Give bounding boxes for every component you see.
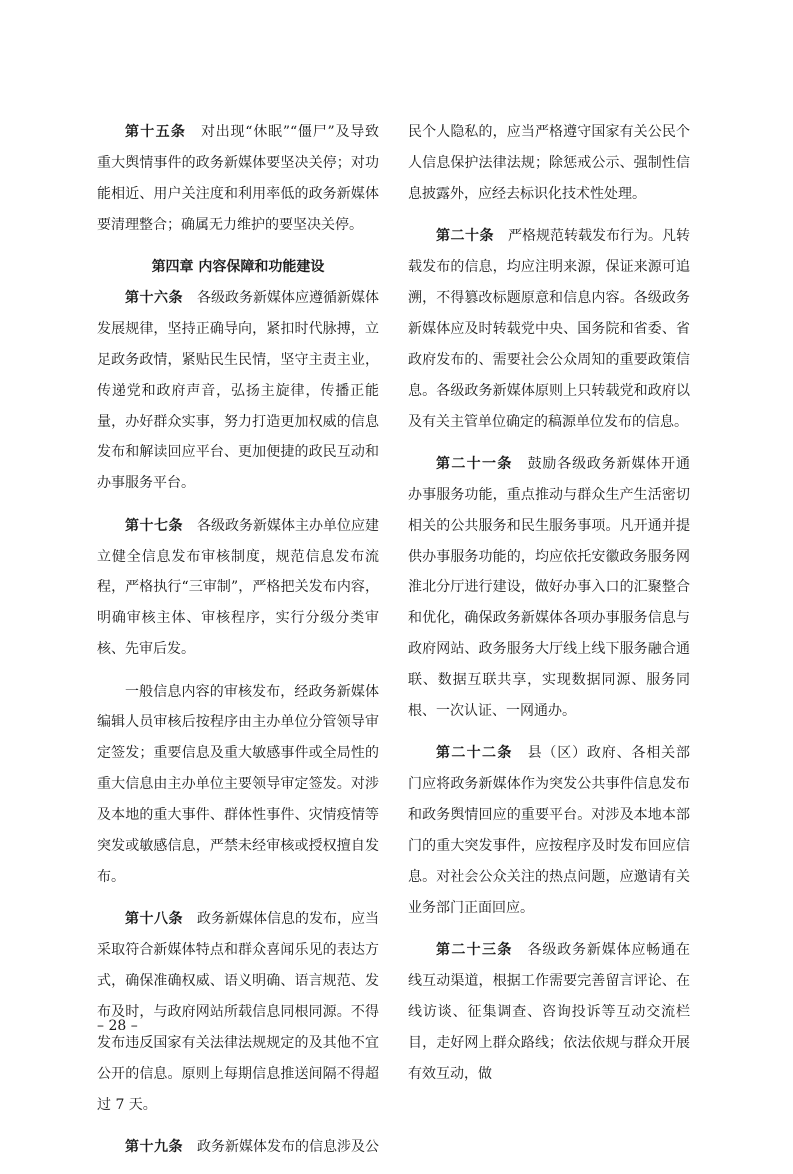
article-text: 鼓励各级政务新媒体开通办事服务功能，重点推动与群众生产生活密切相关的公共服务和民生服务事项。凡开通并提供办事服务功能的，均应依托安徽政务服务网淮北分厅进行建设，做好办事入口的汇聚整合和优化，确保政务新媒体各项办事服务信息与政府网站、政务服务大厅线上线下服务融合通联、数据互联共享，实现数据同源、服务同根、一次认证、一网通办。 <box>408 455 690 720</box>
article-15 <box>97 117 379 241</box>
article-label: 第二十条 <box>436 228 494 245</box>
article-23 <box>408 935 690 1090</box>
article-text: 严格规范转载发布行为。凡转载发布的信息，均应注明来源，保证来源可追溯，不得篡改标题原意和信息内容。各级政务新媒体应及时转载党中央、国务院和省委、省政府发布的、需要社会公众周知的重要政策信息。各级政务新媒体原则上只转载党和政府以及有关主管单位确定的稿源单位发布的信息。 <box>408 228 690 430</box>
article-text: 各级政务新媒体主办单位应建立健全信息发布审核制度，规范信息发布流程，严格执行“三审制”，严格把关发布内容，明确审核主体、审核程序，实行分级分类审核、先审后发。 <box>97 517 379 658</box>
chapter-heading: 第四章 内容保障和功能建设 <box>151 259 325 276</box>
article-label: 第二十三条 <box>436 942 513 959</box>
article-label: 第十五条 <box>125 124 187 140</box>
article-label: 第十八条 <box>125 911 183 928</box>
article-text: 政务新媒体信息的发布，应当采取符合新媒体特点和群众喜闻乐见的表达方式，确保准确权威、语义明确、语言规范、发布及时，与政府网站所载信息同根同源。不得发布违反国家有关法律法规规定的及其他不宜公开的信息。原则上每期信息推送间隔不得超过 7 天。 <box>97 911 379 1113</box>
article-text: 各级政务新媒体应畅通在线互动渠道，根据工作需要完善留言评论、在线访谈、征集调查、咨询投诉等互动交流栏目，走好网上群众路线；依法依规与群众开展有效互动，做 <box>408 942 690 1082</box>
article-text: 对出现“休眠”“僵尸”及导致重大舆情事件的政务新媒体要坚决关停；对功能相近、用户关注度和利用率低的政务新媒体要清理整合；确属无力维护的要坚决关停。 <box>97 124 380 233</box>
article-17 <box>97 511 379 666</box>
article-19 <box>97 1132 379 1163</box>
article-21 <box>408 449 690 727</box>
left-column <box>97 117 379 1174</box>
article-17-paragraph-2: 一般信息内容的审核发布，经政务新媒体编辑人员审核后按程序由主办单位分管领导审定签发；重要信息及重大敏感事件或全局性的重大信息由主办单位主要领导审定签发。对涉及本地的重大事件、群体性事件、灾情疫情等突发或敏感信息，严禁未经审核或授权擅自发布。 <box>97 683 379 886</box>
article-20 <box>408 221 690 437</box>
article-label: 第二十一条 <box>436 455 513 472</box>
article-16 <box>97 283 379 499</box>
article-text: 县（区）政府、各相关部门应将政务新媒体作为突发公共事件信息发布和政务舆情回应的重要平台。对涉及本地本部门的重大突发事件，应按程序及时发布回应信息。对社会公众关注的热点问题，应邀请有关业务部门正面回应。 <box>408 745 690 916</box>
page-number: – 28 – <box>97 1018 138 1034</box>
article-label: 第二十二条 <box>436 745 513 762</box>
right-column <box>408 117 690 1101</box>
article-text: 政务新媒体发布的信息涉及公 <box>197 1139 379 1156</box>
article-label: 第十六条 <box>125 289 183 306</box>
article-19-continued: 民个人隐私的，应当严格遵守国家有关公民个人信息保护法律法规；除惩戒公示、强制性信息披露外，应经去标识化技术性处理。 <box>408 124 690 202</box>
article-text: 各级政务新媒体应遵循新媒体发展规律，坚持正确导向，紧扣时代脉搏，立足政务政情，紧贴民生民情，坚守主责主业，传递党和政府声音，弘扬主旋律，传播正能量，办好群众实事，努力打造更加权威的信息发布和解读回应平台、更加便捷的政民互动和办事服务平台。 <box>97 289 379 492</box>
article-18 <box>97 904 379 1120</box>
article-label: 第十七条 <box>125 517 183 534</box>
article-22 <box>408 738 690 923</box>
article-label: 第十九条 <box>125 1139 183 1156</box>
